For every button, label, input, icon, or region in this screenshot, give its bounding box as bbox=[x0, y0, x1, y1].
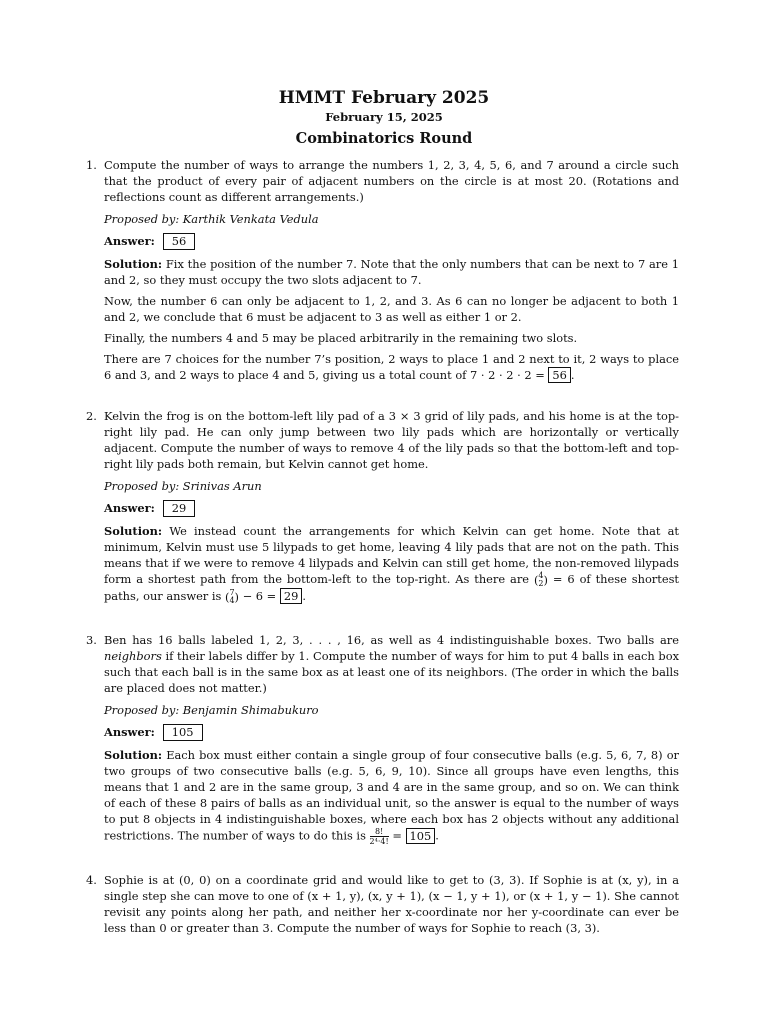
emphasis: neighbors bbox=[104, 649, 162, 663]
solution-text: Each box must either contain a single group of four consecutive balls (e.g. 5, 6, 7, 8) or two groups of two consecutive balls (e.g. 5, 6, 9, 10). Since all groups have even lengths, this means that 1 and 2 are in the same group, 3 and 4 are in the same group, and so on. We can think of each of these 8 pairs of balls as an individual unit, so the answer is equal to the number of ways to put 8 objects in 4 indistinguishable boxes, where each box has 2 objects without any additional restrictions. The number of ways to do this is bbox=[104, 748, 680, 843]
fraction-numerator: 8! bbox=[370, 827, 389, 837]
document-date: February 15, 2025 bbox=[325, 110, 443, 124]
answer-label: Answer: bbox=[104, 501, 155, 515]
answer-box: 56 bbox=[163, 233, 196, 250]
fraction bbox=[370, 827, 389, 846]
solution-paragraph: Solution: We instead count the arrangements for which Kelvin can get home. Note that at minimum, Kelvin must use 5 lilypads to get home, leaving 4 lily pads that are not on the path. This means that if we were to remove 4 lilypads and Kelvin can still get home, the non-removed lilypads form a shortest path from the bottom-left to the top-right. As there are ( 4 2 ) = 6 of these shortest paths, our answer is ( 7 4 ) − 6 = 29 . bbox=[104, 524, 680, 605]
solution-paragraph: Now, the number 6 can only be adjacent to 1, 2, and 3. As 6 can no longer be adjacent to both 1 and 2, we conclude that 6 must be adjacent to 3 as well as either 1 or 2. bbox=[104, 294, 679, 324]
problem-number: 2. bbox=[86, 409, 97, 423]
solution-text: There are 7 choices for the number 7’s position, 2 ways to place 1 and 2 next to it, 2 ways to place 6 and 3, and 2 ways to place 4 and 5, giving us a total count of 7 · 2 · 2 · 2 = bbox=[104, 352, 679, 382]
answer-box: 105 bbox=[163, 724, 203, 741]
problem-3 bbox=[86, 632, 680, 851]
statement-text: Ben has 16 balls labeled 1, 2, 3, . . . , 16, as well as 4 indistinguishable boxes. Two balls are bbox=[104, 633, 679, 647]
problem-number: 1. bbox=[86, 158, 97, 172]
solution-text: = bbox=[388, 828, 406, 843]
solution-text: − 6 = bbox=[239, 589, 280, 603]
boxed-answer: 105 bbox=[406, 828, 436, 844]
answer-box: 29 bbox=[163, 500, 196, 517]
proposed-by: Proposed by: Karthik Venkata Vedula bbox=[104, 212, 319, 226]
problem-4 bbox=[86, 872, 679, 941]
problem-statement: Kelvin the frog is on the bottom-left lily pad of a 3 × 3 grid of lily pads, and his home is at the top-right lily pad. He can only jump between two lily pads which are horizontally or vertically adjacent. Compute the number of ways to remove 4 of the lily pads so that the bottom-left and top-right lily pads both remain, but Kelvin cannot get home. bbox=[104, 409, 679, 471]
answer-line bbox=[104, 500, 679, 517]
proposed-by: Proposed by: Benjamin Shimabukuro bbox=[104, 703, 319, 717]
solution-paragraph bbox=[104, 256, 679, 288]
solution-paragraph: There are 7 choices for the number 7’s position, 2 ways to place 1 and 2 next to it, 2 ways to place 6 and 3, and 2 ways to place 4 and 5, giving us a total count of 7 · 2 · 2 · 2 = 56 . bbox=[104, 352, 679, 382]
binomial-coefficient: ( 7 4 ) bbox=[225, 588, 239, 605]
problem-2 bbox=[86, 408, 680, 610]
proposed-by: Proposed by: Srinivas Arun bbox=[104, 479, 262, 493]
document-title: HMMT February 2025 bbox=[278, 88, 490, 108]
answer-label: Answer: bbox=[104, 234, 155, 248]
problem-statement bbox=[104, 632, 679, 696]
solution-text: We instead count the arrangements for which Kelvin can get home. Note that at minimum, Kelvin must use 5 lilypads to get home, leaving 4 lily pads that are not on the path. This means that if we were to remove 4 lilypads and Kelvin can still get home, the non-removed lilypads form a shortest path from the bottom-left to the top-right. As there are bbox=[104, 524, 680, 586]
solution-paragraph: Finally, the numbers 4 and 5 may be placed arbitrarily in the remaining two slots. bbox=[104, 331, 578, 345]
binom-bottom: 2 bbox=[538, 579, 544, 588]
answer-label: Answer: bbox=[104, 725, 155, 739]
boxed-answer: 56 bbox=[548, 367, 571, 383]
solution-text: Fix the position of the number 7. Note that the only numbers that can be next to 7 are 1 and 2, so they must occupy the two slots adjacent to 7. bbox=[104, 257, 679, 287]
problem-number: 3. bbox=[86, 633, 97, 647]
solution-label: Solution: bbox=[104, 748, 163, 762]
statement-text: if their labels differ by 1. Compute the number of ways for him to put 4 balls in each box such that each ball is in the same box as at least one of its neighbors. (The order in which the balls are placed does not matter.) bbox=[104, 649, 679, 695]
binom-bottom: 4 bbox=[229, 596, 235, 605]
boxed-answer: 29 bbox=[280, 588, 303, 604]
problem-number: 4. bbox=[86, 873, 97, 887]
round-title: Combinatorics Round bbox=[295, 130, 473, 147]
solution-label: Solution: bbox=[104, 257, 163, 271]
answer-line bbox=[104, 724, 679, 741]
binom-top: 7 bbox=[229, 588, 235, 597]
problem-1 bbox=[86, 157, 679, 388]
problem-statement: Sophie is at (0, 0) on a coordinate grid and would like to get to (3, 3). If Sophie is at (x, y), in a single step she can move to one of (x + 1, y), (x, y + 1), (x − 1, y + 1), or (x + 1, y − 1). She cannot revisit any points along her path, and neither her x-coordinate nor her y-coordinate can ever be less than 0 or greater than 3. Compute the number of ways for Sophie to reach (3, 3). bbox=[104, 873, 679, 935]
binomial-coefficient: ( 4 2 ) bbox=[533, 571, 548, 588]
binom-top: 4 bbox=[538, 571, 544, 580]
solution-text: = 6 of these shortest paths, our answer is bbox=[104, 572, 679, 603]
fraction-denominator: 2⁴·4! bbox=[369, 837, 389, 846]
problem-statement: Compute the number of ways to arrange the numbers 1, 2, 3, 4, 5, 6, and 7 around a circle such that the product of every pair of adjacent numbers on the circle is at most 20. (Rotations and reflections count as different arrangements.) bbox=[104, 158, 679, 204]
solution-label: Solution: bbox=[104, 524, 163, 538]
solution-paragraph: Solution: Each box must either contain a single group of four consecutive balls (e.g. 5, 6, 7, 8) or two groups of two consecutive balls (e.g. 5, 6, 9, 10). Since all groups have even lengths, this means that 1 and 2 are in the same group, 3 and 4 are in the same group, and so on. We can think of each of these 8 pairs of balls as an individual unit, so the answer is equal to the number of ways to put 8 objects in 4 indistinguishable boxes, where each box has 2 objects without any additional restrictions. The number of ways to do this is $\frac{8!}{\text{2⁴·4!}}$ = 105 . bbox=[104, 748, 680, 846]
answer-line bbox=[104, 233, 679, 250]
